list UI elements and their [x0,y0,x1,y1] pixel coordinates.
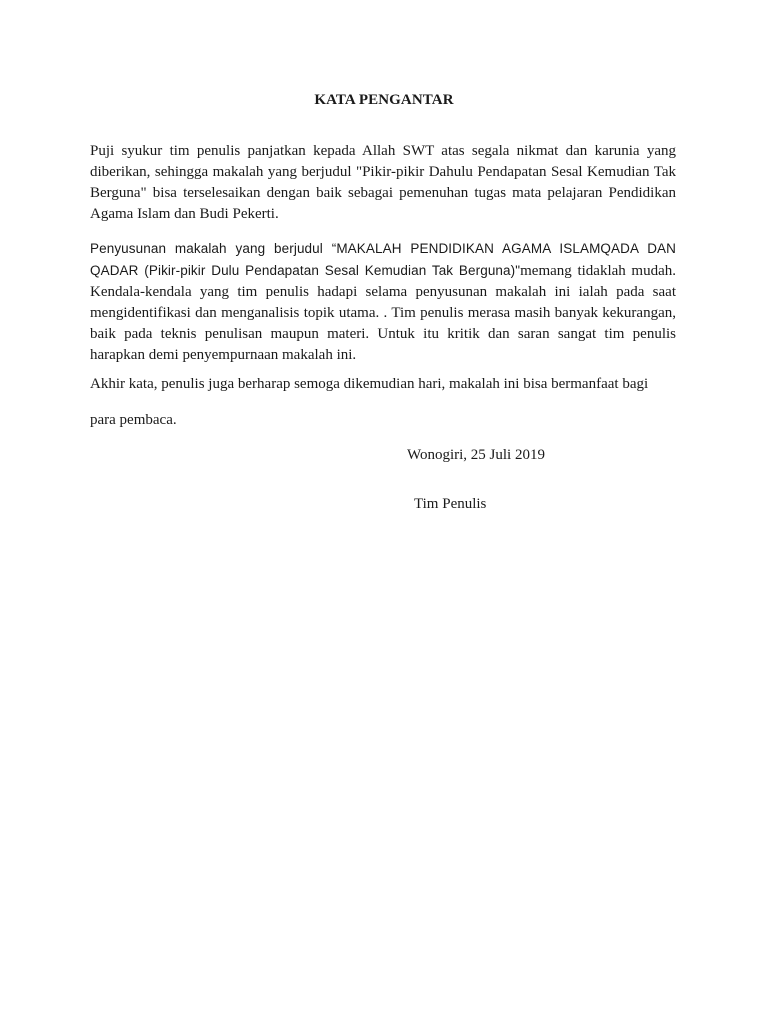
place-and-date: Wonogiri, 25 Juli 2019 [407,447,545,463]
paragraph-closing-continuation: para pembaca. [90,412,177,428]
paragraph-closing: Akhir kata, penulis juga berharap semoga dikemudian hari, makalah ini bisa bermanfaat bagi [90,376,649,392]
document-title: KATA PENGANTAR [314,92,454,108]
paragraph-opening: Puji syukur tim penulis panjatkan kepada Allah SWT atas segala nikmat dan karunia yang diberikan, sehingga makalah yang berjudul "Pikir-pikir Dahulu Pendapatan Sesal Kemudian Tak Berguna" bisa terselesaikan dengan baik sebagai pemenuhan tugas mata pelajaran Pendidikan Agama Islam dan Budi Pekerti. [90,143,676,222]
paragraph-body-title-segment: Penyusunan makalah yang berjudul “MAKALAH PENDIDIKAN AGAMA ISLAMQADA DAN QADAR (Pikir-pikir Dulu Pendapatan Sesal Kemudian Tak Berguna)" [90,241,676,278]
paragraph-body-text-segment: memang tidaklah mudah. Kendala-kendala yang tim penulis hadapi selama penyusunan makalah ini ialah pada saat mengidentifikasi dan menganalisis topik utama. . Tim penulis merasa masih banyak kekurangan, baik pada teknis penulisan maupun materi. Untuk itu kritik dan saran sangat tim penulis harapkan demi penyempurnaan makalah ini. [90,263,676,363]
paragraph-body [90,238,676,366]
signature-name: Tim Penulis [414,496,487,512]
